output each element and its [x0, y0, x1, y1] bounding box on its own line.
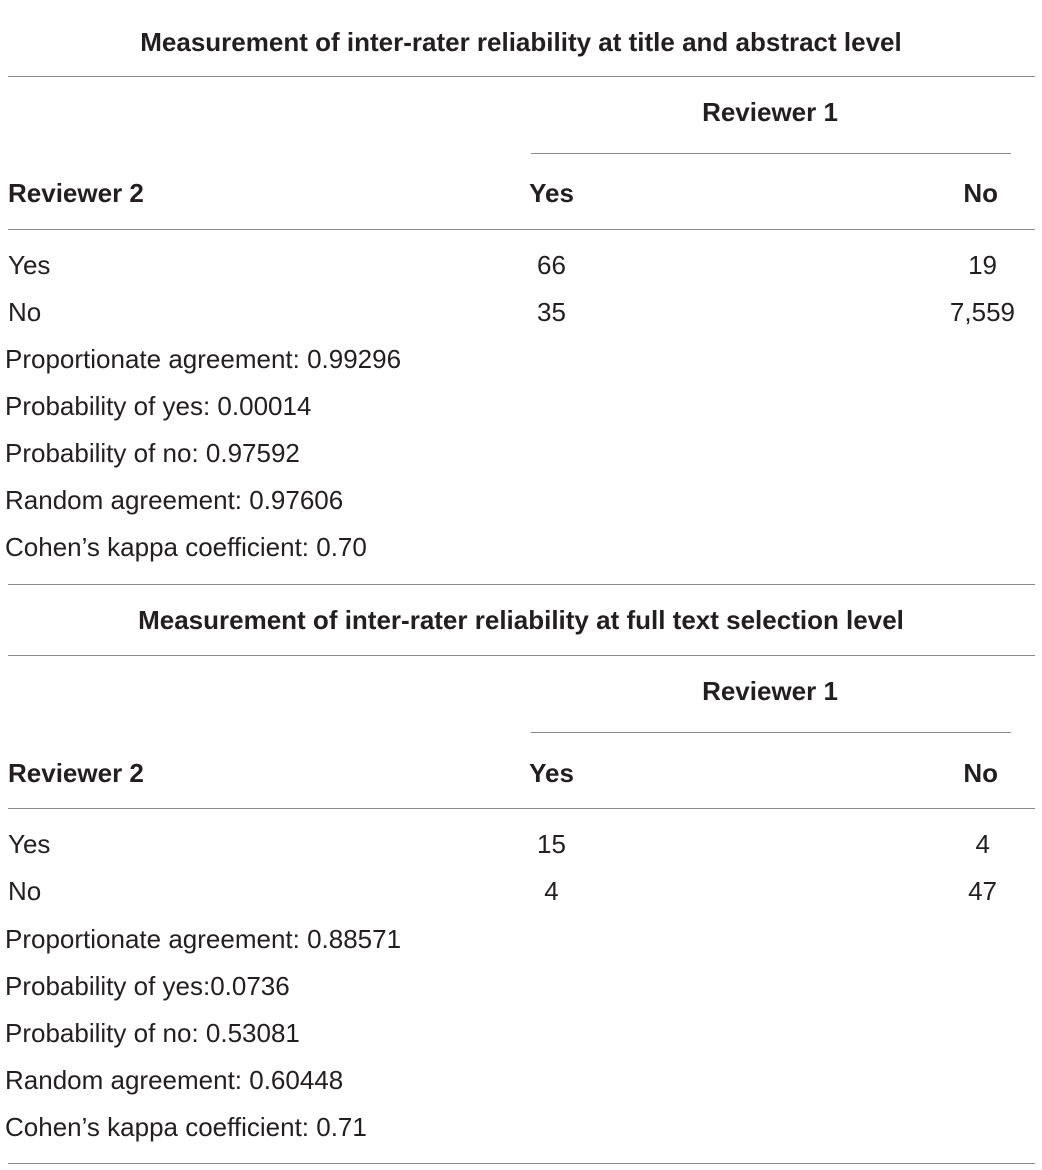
stat-line: Random agreement: 0.97606	[5, 485, 344, 515]
col-group-header: Reviewer 1	[702, 676, 838, 706]
section-title: Measurement of inter-rater reliability at title and abstract level	[140, 27, 902, 57]
stat-line: Probability of no: 0.97592	[5, 438, 300, 468]
stat-line: Probability of no: 0.53081	[5, 1018, 300, 1048]
section-title: Measurement of inter-rater reliability at full text selection level	[138, 605, 904, 635]
cell-yes: 66	[537, 250, 566, 280]
stat-line: Cohen’s kappa coefficient: 0.71	[5, 1112, 367, 1142]
col-group-underline	[531, 153, 1011, 154]
row-header: Reviewer 2	[8, 178, 144, 208]
cell-no: 19	[968, 250, 997, 280]
divider	[8, 808, 1035, 809]
divider	[8, 1163, 1035, 1164]
row-label: No	[8, 297, 42, 327]
cell-yes: 35	[537, 297, 566, 327]
cell-no: 47	[968, 876, 997, 906]
col-header-no: No	[963, 178, 998, 208]
row-header: Reviewer 2	[8, 758, 144, 788]
col-group-underline	[531, 732, 1011, 733]
divider	[8, 655, 1035, 656]
stat-line: Random agreement: 0.60448	[5, 1065, 344, 1095]
divider	[8, 229, 1035, 230]
cell-yes: 15	[537, 829, 566, 859]
divider	[8, 76, 1035, 77]
row-label: Yes	[8, 829, 51, 859]
stat-line: Cohen’s kappa coefficient: 0.70	[5, 532, 367, 562]
row-label: No	[8, 876, 42, 906]
stat-line: Proportionate agreement: 0.88571	[5, 924, 402, 954]
divider	[8, 584, 1035, 585]
stat-line: Proportionate agreement: 0.99296	[5, 344, 402, 374]
stat-line: Probability of yes: 0.00014	[5, 391, 312, 421]
cell-no: 7,559	[949, 297, 1015, 327]
row-label: Yes	[8, 250, 51, 280]
stat-line: Probability of yes:0.0736	[5, 971, 290, 1001]
cell-no: 4	[975, 829, 990, 859]
cell-yes: 4	[544, 876, 559, 906]
col-header-yes: Yes	[529, 758, 574, 788]
col-header-no: No	[963, 758, 998, 788]
col-header-yes: Yes	[529, 178, 574, 208]
col-group-header: Reviewer 1	[702, 97, 838, 127]
